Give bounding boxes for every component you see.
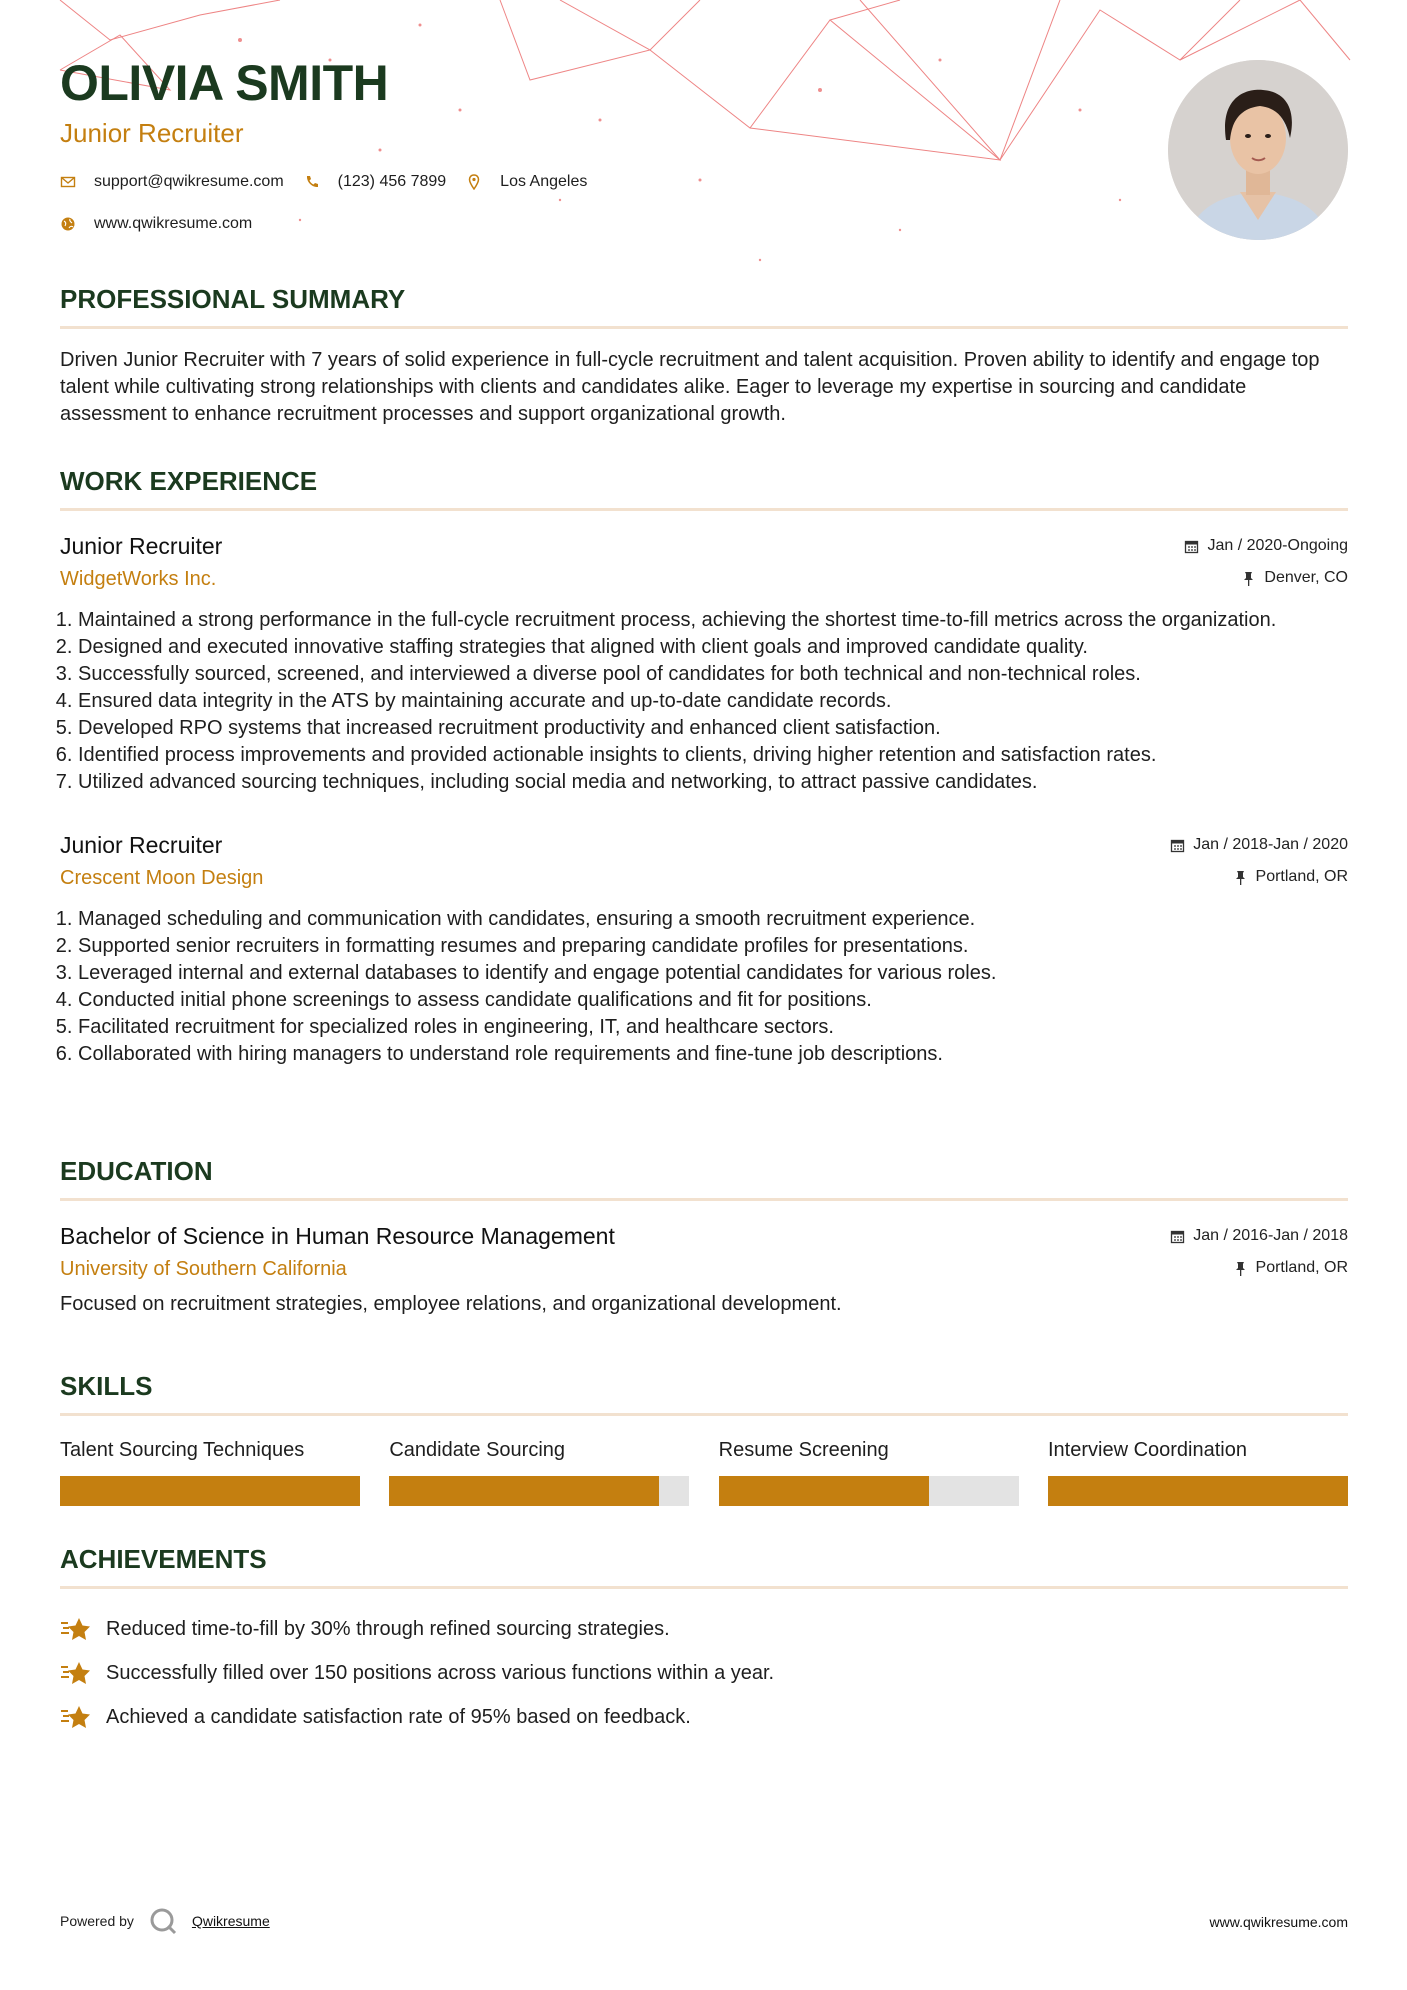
job-company: WidgetWorks Inc. bbox=[60, 568, 217, 590]
phone-contact[interactable] bbox=[304, 173, 447, 191]
list-item: 5. Facilitated recruitment for specialized roles in engineering, IT, and healthcare sectors. bbox=[78, 1014, 1348, 1041]
brand-link[interactable]: Qwikresume bbox=[191, 1913, 270, 1929]
list-item: 6. Identified process improvements and provided actionable insights to clients, driving higher retention and satisfaction rates. bbox=[78, 742, 1348, 769]
list-item: 7. Utilized advanced sourcing techniques, including social media and networking, to attract passive candidates. bbox=[78, 769, 1348, 796]
website-text: www.qwikresume.com bbox=[94, 215, 253, 232]
list-item bbox=[60, 1607, 1348, 1651]
degree-title: Bachelor of Science in Human Resource Management bbox=[60, 1223, 615, 1249]
education-heading: EDUCATION bbox=[60, 1158, 1348, 1201]
job-title: Junior Recruiter bbox=[60, 832, 223, 858]
list-item: 2. Supported senior recruiters in formatting resumes and preparing candidate profiles for presentations. bbox=[78, 933, 1348, 960]
footer-url[interactable]: www.qwikresume.com bbox=[1209, 1914, 1348, 1930]
skill-level-fill bbox=[389, 1476, 659, 1506]
calendar-icon bbox=[1170, 1229, 1185, 1244]
achievement-text: Reduced time-to-fill by 30% through refined sourcing strategies. bbox=[106, 1617, 670, 1640]
push-pin-icon bbox=[1233, 1261, 1248, 1276]
skill-name: Candidate Sourcing bbox=[389, 1439, 566, 1461]
job-location bbox=[1233, 868, 1348, 886]
achievements-section bbox=[60, 1546, 1348, 1739]
achievements-heading: ACHIEVEMENTS bbox=[60, 1546, 1348, 1589]
resume-header bbox=[60, 55, 1160, 254]
candidate-role: Junior Recruiter bbox=[60, 118, 244, 148]
list-item: 3. Leveraged internal and external databases to identify and engage potential candidates for various roles. bbox=[78, 960, 1348, 987]
job-entry bbox=[60, 533, 1348, 796]
location-text: Los Angeles bbox=[500, 173, 588, 190]
skill-bar bbox=[719, 1476, 1019, 1506]
achievements-list bbox=[60, 1607, 1348, 1739]
phone-icon bbox=[304, 174, 320, 190]
skills-list bbox=[60, 1438, 1348, 1506]
powered-by bbox=[60, 1906, 270, 1936]
skill-bar bbox=[60, 1476, 360, 1506]
skills-section bbox=[60, 1373, 1348, 1506]
location-contact bbox=[466, 173, 587, 191]
education-date-text: Jan / 2016-Jan / 2018 bbox=[1193, 1227, 1348, 1244]
list-item: 3. Successfully sourced, screened, and interviewed a diverse pool of candidates for both technical and non-technical roles. bbox=[78, 661, 1348, 688]
star-medal-icon bbox=[60, 1615, 92, 1643]
avatar bbox=[1168, 60, 1348, 240]
job-bullets bbox=[60, 906, 1348, 1068]
experience-section bbox=[60, 468, 1348, 1068]
job-date bbox=[1184, 537, 1348, 555]
school-name: University of Southern California bbox=[60, 1258, 347, 1280]
job-location bbox=[1241, 569, 1348, 587]
star-medal-icon bbox=[60, 1703, 92, 1731]
education-location-text: Portland, OR bbox=[1255, 1259, 1348, 1276]
skill-bar bbox=[389, 1476, 689, 1506]
list-item bbox=[60, 1695, 1348, 1739]
summary-heading: PROFESSIONAL SUMMARY bbox=[60, 286, 1348, 329]
email-contact[interactable] bbox=[60, 173, 284, 191]
skills-heading: SKILLS bbox=[60, 1373, 1348, 1416]
skill-name: Talent Sourcing Techniques bbox=[60, 1439, 305, 1461]
experience-heading: WORK EXPERIENCE bbox=[60, 468, 1348, 511]
envelope-icon bbox=[60, 174, 76, 190]
job-date-text: Jan / 2018-Jan / 2020 bbox=[1193, 836, 1348, 853]
phone-text: (123) 456 7899 bbox=[337, 173, 447, 190]
list-item: 1. Maintained a strong performance in the full-cycle recruitment process, achieving the shortest time-to-fill metrics across the organization. bbox=[78, 607, 1348, 634]
skill-item bbox=[1048, 1438, 1348, 1506]
list-item: 2. Designed and executed innovative staffing strategies that aligned with client goals and improved candidate quality. bbox=[78, 634, 1348, 661]
map-pin-icon bbox=[466, 174, 482, 190]
push-pin-icon bbox=[1241, 571, 1256, 586]
skill-bar bbox=[1048, 1476, 1348, 1506]
job-location-text: Denver, CO bbox=[1264, 569, 1348, 586]
calendar-icon bbox=[1170, 838, 1185, 853]
list-item: 4. Ensured data integrity in the ATS by maintaining accurate and up-to-date candidate records. bbox=[78, 688, 1348, 715]
candidate-name: OLIVIA SMITH bbox=[60, 55, 389, 111]
calendar-icon bbox=[1184, 539, 1199, 554]
education-section bbox=[60, 1158, 1348, 1318]
qwikresume-logo-icon bbox=[148, 1906, 178, 1936]
list-item bbox=[60, 1651, 1348, 1695]
globe-icon bbox=[60, 216, 76, 232]
summary-text: Driven Junior Recruiter with 7 years of solid experience in full-cycle recruitment and talent acquisition. Proven ability to identify and engage top talent while cultivating strong relationships with clients and candidates alike. Eager to leverage my expertise in sourcing and candidate assessment to enhance recruitment processes and support organizational growth. bbox=[60, 349, 1320, 425]
email-text: support@qwikresume.com bbox=[94, 173, 284, 190]
education-location bbox=[1233, 1259, 1348, 1277]
page-footer bbox=[60, 1896, 1348, 1936]
contact-info bbox=[60, 170, 1160, 236]
list-item: 5. Developed RPO systems that increased recruitment productivity and enhanced client satisfaction. bbox=[78, 715, 1348, 742]
achievement-text: Achieved a candidate satisfaction rate of 95% based on feedback. bbox=[106, 1705, 691, 1728]
skill-level-fill bbox=[719, 1476, 929, 1506]
education-description: Focused on recruitment strategies, employee relations, and organizational development. bbox=[60, 1293, 842, 1315]
skill-level-fill bbox=[1048, 1476, 1348, 1506]
job-date bbox=[1170, 836, 1348, 854]
push-pin-icon bbox=[1233, 870, 1248, 885]
skill-name: Interview Coordination bbox=[1047, 1439, 1247, 1461]
education-date bbox=[1170, 1227, 1348, 1245]
powered-by-label: Powered by bbox=[60, 1913, 134, 1929]
job-entry bbox=[60, 832, 1348, 1068]
skill-item bbox=[389, 1438, 689, 1506]
job-title: Junior Recruiter bbox=[60, 533, 223, 559]
job-date-text: Jan / 2020-Ongoing bbox=[1207, 537, 1348, 554]
star-medal-icon bbox=[60, 1659, 92, 1687]
job-bullets bbox=[60, 607, 1348, 796]
skill-item bbox=[719, 1438, 1019, 1506]
job-location-text: Portland, OR bbox=[1255, 868, 1348, 885]
skill-name: Resume Screening bbox=[718, 1439, 889, 1461]
job-company: Crescent Moon Design bbox=[60, 867, 264, 889]
achievement-text: Successfully filled over 150 positions across various functions within a year. bbox=[106, 1661, 775, 1684]
profile-photo bbox=[1168, 60, 1348, 240]
skill-level-fill bbox=[60, 1476, 360, 1506]
list-item: 1. Managed scheduling and communication with candidates, ensuring a smooth recruitment experience. bbox=[78, 906, 1348, 933]
skill-item bbox=[60, 1438, 360, 1506]
summary-section bbox=[60, 286, 1348, 428]
list-item: 4. Conducted initial phone screenings to assess candidate qualifications and fit for positions. bbox=[78, 987, 1348, 1014]
website-contact[interactable] bbox=[60, 215, 252, 233]
list-item: 6. Collaborated with hiring managers to understand role requirements and fine-tune job descriptions. bbox=[78, 1041, 1348, 1068]
